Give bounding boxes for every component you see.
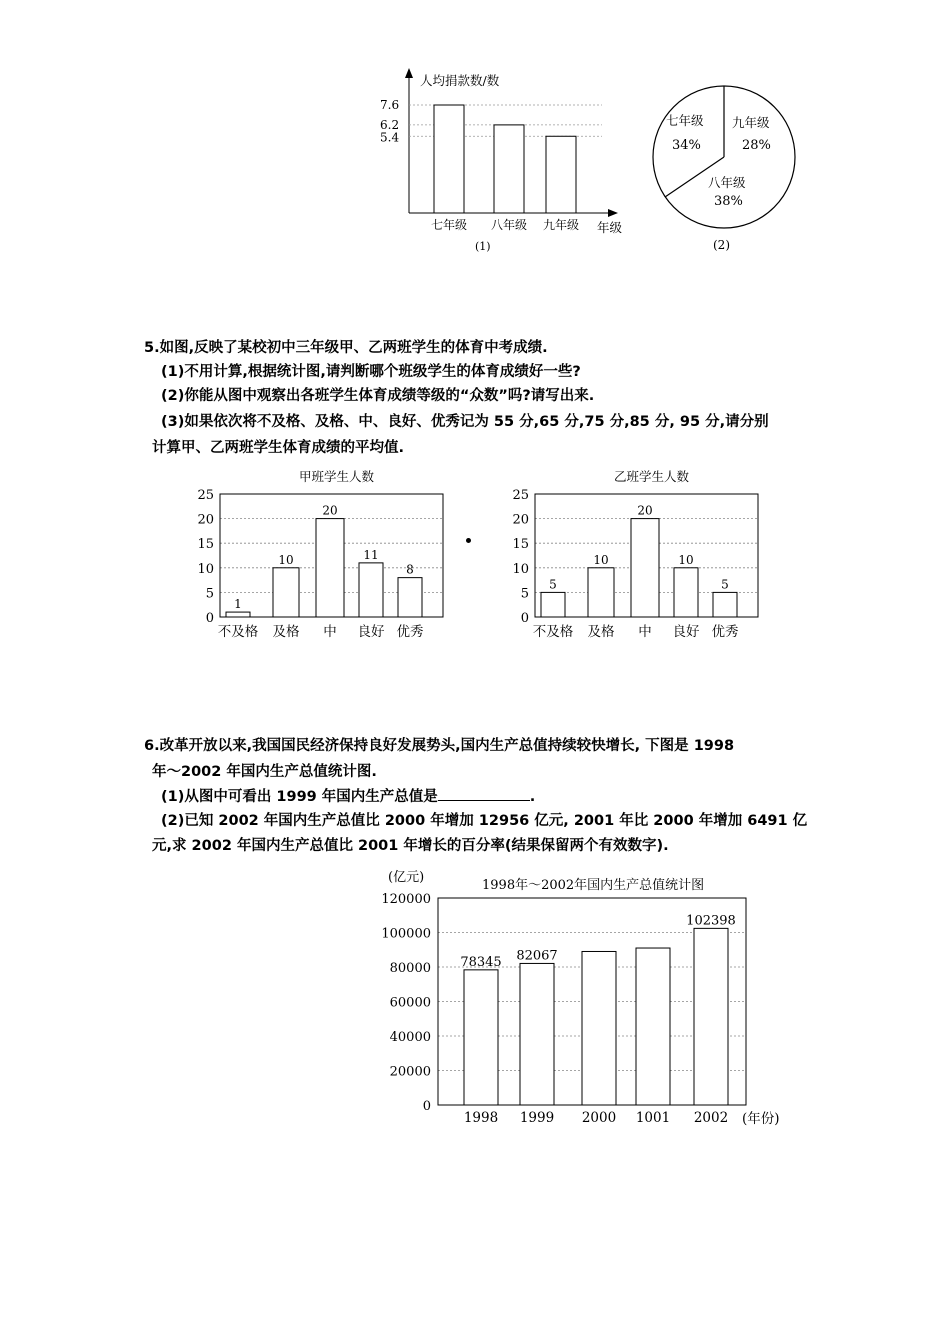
x-tick-label: 九年级: [542, 218, 580, 232]
q6-part1-end: .: [529, 789, 536, 805]
y-tick-label: 0: [520, 611, 529, 626]
q6-part2-line1: (2)已知 2002 年国内生产总值比 2000 年增加 12956 亿元, 2001 年比 2000 年增加 6491 亿: [161, 813, 808, 829]
q5-part3-line2: 计算甲、乙两班学生体育成绩的平均值.: [152, 440, 405, 456]
x-tick-label: 及格: [272, 624, 300, 640]
x-tick-label: 及格: [587, 624, 615, 640]
q6-stem-line2: 年～2002 年国内生产总值统计图.: [152, 764, 377, 780]
data-label: 5: [549, 577, 557, 592]
pie-label-grade9: 九年级: [732, 115, 770, 130]
y-tick-label: 5: [205, 586, 214, 602]
data-label: 11: [363, 547, 379, 562]
bar: [398, 578, 422, 617]
q5-part2: (2)你能从图中观察出各班学生体育成绩等级的“众数”吗?请写出来.: [161, 388, 595, 404]
x-tick-label: 中: [323, 624, 337, 640]
q6-part1: [161, 785, 535, 809]
y-tick-label: 5.4: [380, 130, 400, 145]
bar: [694, 928, 728, 1105]
y-tick-label: 20: [197, 512, 214, 528]
y-tick-label: 20: [512, 512, 529, 528]
y-axis-label: 人均捐款数/数: [420, 73, 500, 88]
chart-title: 甲班学生人数: [298, 469, 375, 484]
y-tick-label: 20000: [389, 1064, 431, 1080]
pie-label-grade8: 八年级: [708, 175, 746, 190]
chart-title: 1998年～2002年国内生产总值统计图: [482, 878, 705, 893]
y-tick-label: 25: [512, 488, 529, 503]
y-tick-label: 6.2: [380, 117, 400, 132]
bar: [464, 970, 498, 1105]
bar: [316, 519, 344, 617]
x-tick-label: 良好: [357, 624, 385, 640]
donation-bar-chart: [370, 60, 640, 260]
q6-part1-text: (1)从图中可看出 1999 年国内生产总值是: [161, 789, 438, 805]
y-tick-label: 100000: [381, 926, 431, 942]
y-tick-label: 15: [197, 537, 214, 553]
class-b-bar-chart: [505, 462, 775, 647]
x-tick-label: 2000: [581, 1110, 617, 1126]
answer-blank[interactable]: [438, 786, 530, 801]
x-tick-label: 八年级: [490, 218, 528, 232]
x-tick-label: 1998: [463, 1110, 499, 1126]
data-label: 78345: [460, 954, 502, 970]
data-label: 20: [322, 503, 338, 518]
q5-part1: (1)不用计算,根据统计图,请判断哪个班级学生的体育成绩好一些?: [161, 364, 581, 380]
figure-caption-1: (1): [475, 240, 491, 253]
separator-dot: [466, 538, 471, 543]
q6-stem-line1: 6.改革开放以来,我国国民经济保持良好发展势头,国内生产总值持续较快增长, 下图是 1998: [144, 738, 735, 754]
x-tick-label: 1001: [635, 1110, 671, 1126]
bar: [226, 612, 250, 617]
y-tick-label: 10: [197, 561, 214, 577]
data-label: 102398: [686, 913, 736, 929]
bar: [434, 105, 464, 213]
bar: [359, 563, 383, 617]
bar: [273, 568, 299, 617]
data-label: 10: [278, 552, 294, 567]
y-tick-label: 40000: [389, 1030, 431, 1045]
x-tick-label: 2002: [693, 1110, 729, 1126]
gdp-bar-chart: [370, 866, 800, 1134]
bar: [582, 951, 616, 1105]
y-tick-label: 5: [520, 586, 529, 602]
donation-pie-chart: [650, 80, 800, 260]
q5-stem: 5.如图,反映了某校初中三年级甲、乙两班学生的体育中考成绩.: [144, 340, 548, 356]
y-tick-label: 7.6: [380, 98, 400, 112]
data-label: 5: [721, 577, 729, 592]
y-tick-label: 120000: [381, 892, 431, 907]
data-label: 20: [637, 503, 653, 518]
bar: [631, 519, 659, 617]
pie-pct-grade9: 28%: [742, 138, 771, 153]
data-label: 8: [406, 562, 414, 577]
pie-pct-grade7: 34%: [672, 138, 701, 153]
class-a-bar-chart: [190, 462, 460, 647]
bar: [520, 963, 554, 1105]
y-tick-label: 10: [512, 561, 529, 577]
x-tick-label: 优秀: [396, 624, 424, 640]
y-axis-arrow: [405, 68, 413, 78]
y-tick-label: 60000: [389, 995, 431, 1011]
bar: [636, 948, 670, 1105]
x-tick-label: 七年级: [430, 218, 468, 232]
figure-caption-2: (2): [713, 238, 730, 252]
x-axis-label: 年级: [597, 220, 623, 235]
x-axis-label: (年份): [742, 1111, 780, 1127]
data-label: 1: [234, 597, 242, 612]
chart-title: 乙班学生人数: [613, 469, 690, 484]
bar: [713, 592, 737, 617]
y-tick-label: 0: [205, 611, 214, 626]
x-tick-label: 中: [638, 624, 652, 640]
data-label: 82067: [516, 948, 558, 964]
pie-pct-grade8: 38%: [714, 194, 743, 209]
x-tick-label: 优秀: [711, 624, 739, 640]
data-label: 10: [678, 552, 694, 567]
bar: [541, 592, 565, 617]
x-tick-label: 1999: [519, 1110, 555, 1126]
y-axis-label: (亿元): [388, 870, 425, 885]
y-tick-label: 80000: [389, 961, 431, 976]
bar: [546, 136, 576, 213]
q6-part2-line2: 元,求 2002 年国内生产总值比 2001 年增长的百分率(结果保留两个有效数字).: [152, 838, 669, 854]
y-tick-label: 15: [512, 537, 529, 553]
x-tick-label: 不及格: [217, 624, 259, 640]
x-tick-label: 良好: [672, 624, 700, 640]
x-axis-arrow: [608, 209, 618, 217]
bar: [588, 568, 614, 617]
y-tick-label: 25: [197, 488, 214, 503]
bar: [674, 568, 698, 617]
q5-part3-line1: (3)如果依次将不及格、及格、中、良好、优秀记为 55 分,65 分,75 分,85 分, 95 分,请分别: [161, 414, 769, 430]
y-tick-label: 0: [422, 1099, 431, 1114]
x-tick-label: 不及格: [532, 624, 574, 640]
data-label: 10: [593, 552, 609, 567]
pie-label-grade7: 七年级: [666, 113, 704, 128]
bar: [494, 125, 524, 213]
